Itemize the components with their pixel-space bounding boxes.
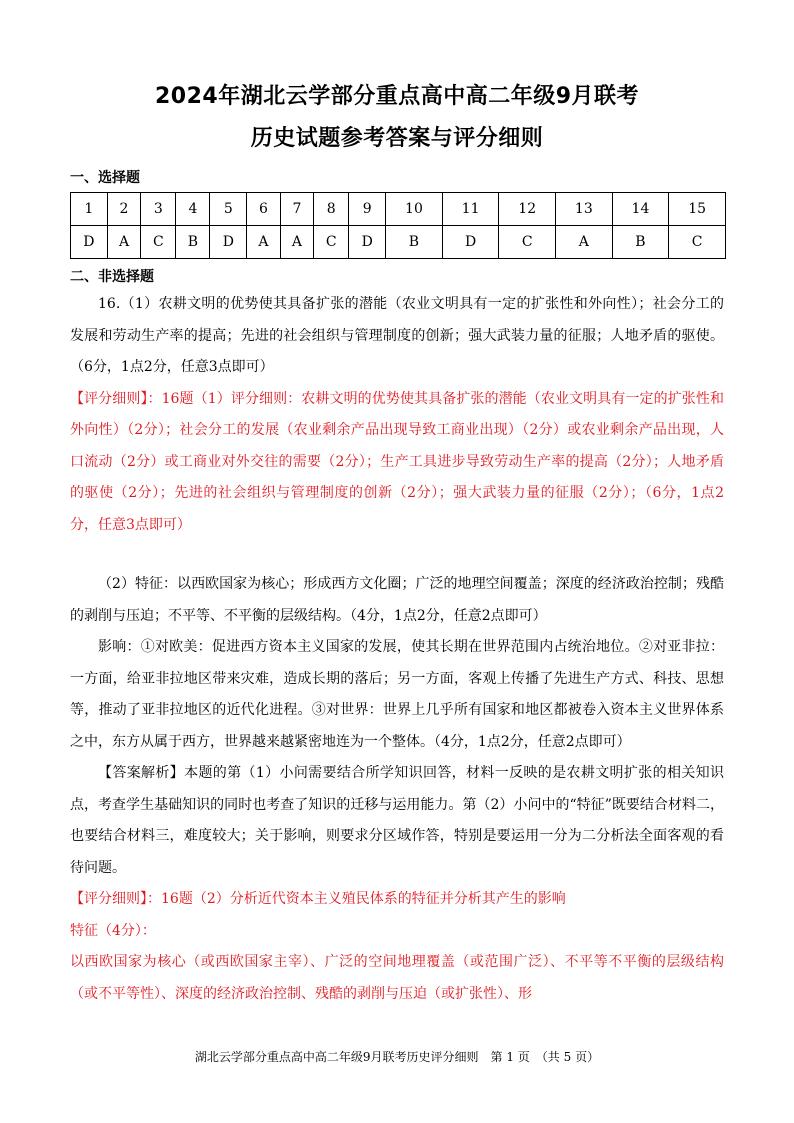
- question-number-cell: 2: [107, 193, 140, 226]
- q16-2-impact: 影响：①对欧美：促进西方资本主义国家的发展，使其长期在世界范围内占统治地位。②对亚非拉：一方面，给亚非拉地区带来灾难，造成长期的落后；另一方面，客观上传播了先进生产方式、科技、思想等，推动了亚非拉地区的近代化进程。③对世界：世界上几乎所有国家和地区都被卷入资本主义世界体系之中，东方从属于西方，世界越来越紧密地连为一个整体。（4分，1点2分，任意2点即可）: [70, 639, 724, 750]
- section-2-title: 二、非选择题: [70, 269, 154, 285]
- title-line-1: 2024年湖北云学部分重点高中高二年级9月联考: [154, 84, 640, 109]
- question-number-cell: 5: [210, 193, 247, 226]
- question-number-cell: 8: [314, 193, 349, 226]
- answer-cell: C: [669, 226, 726, 259]
- answer-cell: A: [107, 226, 140, 259]
- spacer: [70, 541, 724, 569]
- q16-1-rubric: 【评分细则】：16题（1）评分细则：农耕文明的优势使其具备扩张的潜能（农业文明具有一定的扩张性和外向性）（2分）；社会分工的发展（农业剩余产品出现导致工商业出现）（2分）或农业剩余产品出现，人口流动（2分）或工商业对外交往的需要（2分）；生产工具进步导致劳动生产率的提高（2分）；人地矛盾的驱使（2分）；先进的社会组织与管理制度的创新（2分）；强大武装力量的征服（2分）；（6分，1点2分，任意3点即可）: [70, 390, 724, 533]
- answer-cell: B: [612, 226, 669, 259]
- answer-cell: D: [210, 226, 247, 259]
- q16-1-answer: 16.（1）农耕文明的优势使其具备扩张的潜能（农业文明具有一定的扩张性和外向性）；社会分工的发展和劳动生产率的提高；先进的社会组织与管理制度的创新；强大武装力量的征服；人地矛盾的驱使。（6分，1点2分，任意3点即可）: [70, 296, 724, 375]
- question-number-cell: 12: [499, 193, 556, 226]
- answer-cell: D: [442, 226, 499, 259]
- answer-cell: A: [556, 226, 613, 259]
- question-number-cell: 4: [176, 193, 210, 226]
- answer-table-number-row: [71, 193, 726, 226]
- question-number-cell: 14: [612, 193, 669, 226]
- q16-2-rubric-title: 【评分细则】：16题（2）分析近代资本主义殖民体系的特征并分析其产生的影响: [70, 891, 566, 907]
- answer-cell: C: [314, 226, 349, 259]
- answer-cell: C: [499, 226, 556, 259]
- q16-2-feature: （2）特征：以西欧国家为核心；形成西方文化圈；广泛的地理空间覆盖；深度的经济政治控制；残酷的剥削与压迫；不平等、不平衡的层级结构。（4分，1点2分，任意2点即可）: [70, 576, 724, 624]
- answer-table-answer-row: [71, 226, 726, 259]
- q16-2-rubric-subtitle: 特征（4分）：: [70, 922, 156, 939]
- answer-analysis: 【答案解析】本题的第（1）小问需要结合所学知识回答，材料一反映的是农耕文明扩张的相关知识点，考查学生基础知识的同时也考查了知识的迁移与运用能力。第（2）小问中的“特征”既要结合材料二，也要结合材料三，难度较大；关于影响，则要求分区域作答，特别是要运用一分为二分析法全面客观的看待问题。: [70, 765, 724, 876]
- answer-cell: D: [71, 226, 108, 259]
- question-number-cell: 6: [247, 193, 280, 226]
- section-1-title: 一、选择题: [70, 170, 140, 186]
- question-number-cell: 9: [349, 193, 386, 226]
- question-number-cell: 3: [141, 193, 176, 226]
- answer-cell: B: [386, 226, 443, 259]
- q16-2-rubric-body: 以西欧国家为核心（或西欧国家主宰）、广泛的空间地理覆盖（或范围广泛）、不平等不平衡的层级结构（或不平等性）、深度的经济政治控制、残酷的剥削与压迫（或扩张性）、形: [70, 954, 724, 1002]
- answer-cell: C: [141, 226, 176, 259]
- question-number-cell: 7: [280, 193, 313, 226]
- page-footer: 湖北云学部分重点高中高二年级9月联考历史评分细则 第 1 页 （共 5 页）: [194, 1050, 600, 1064]
- answer-cell: A: [247, 226, 280, 259]
- question-number-cell: 11: [442, 193, 499, 226]
- question-number-cell: 10: [386, 193, 443, 226]
- question-number-cell: 15: [669, 193, 726, 226]
- answer-cell: B: [176, 226, 210, 259]
- answer-cell: D: [349, 226, 386, 259]
- title-line-2: 历史试题参考答案与评分细则: [250, 126, 544, 151]
- answer-table: [70, 192, 726, 259]
- question-number-cell: 13: [556, 193, 613, 226]
- answer-cell: A: [280, 226, 313, 259]
- question-number-cell: 1: [71, 193, 108, 226]
